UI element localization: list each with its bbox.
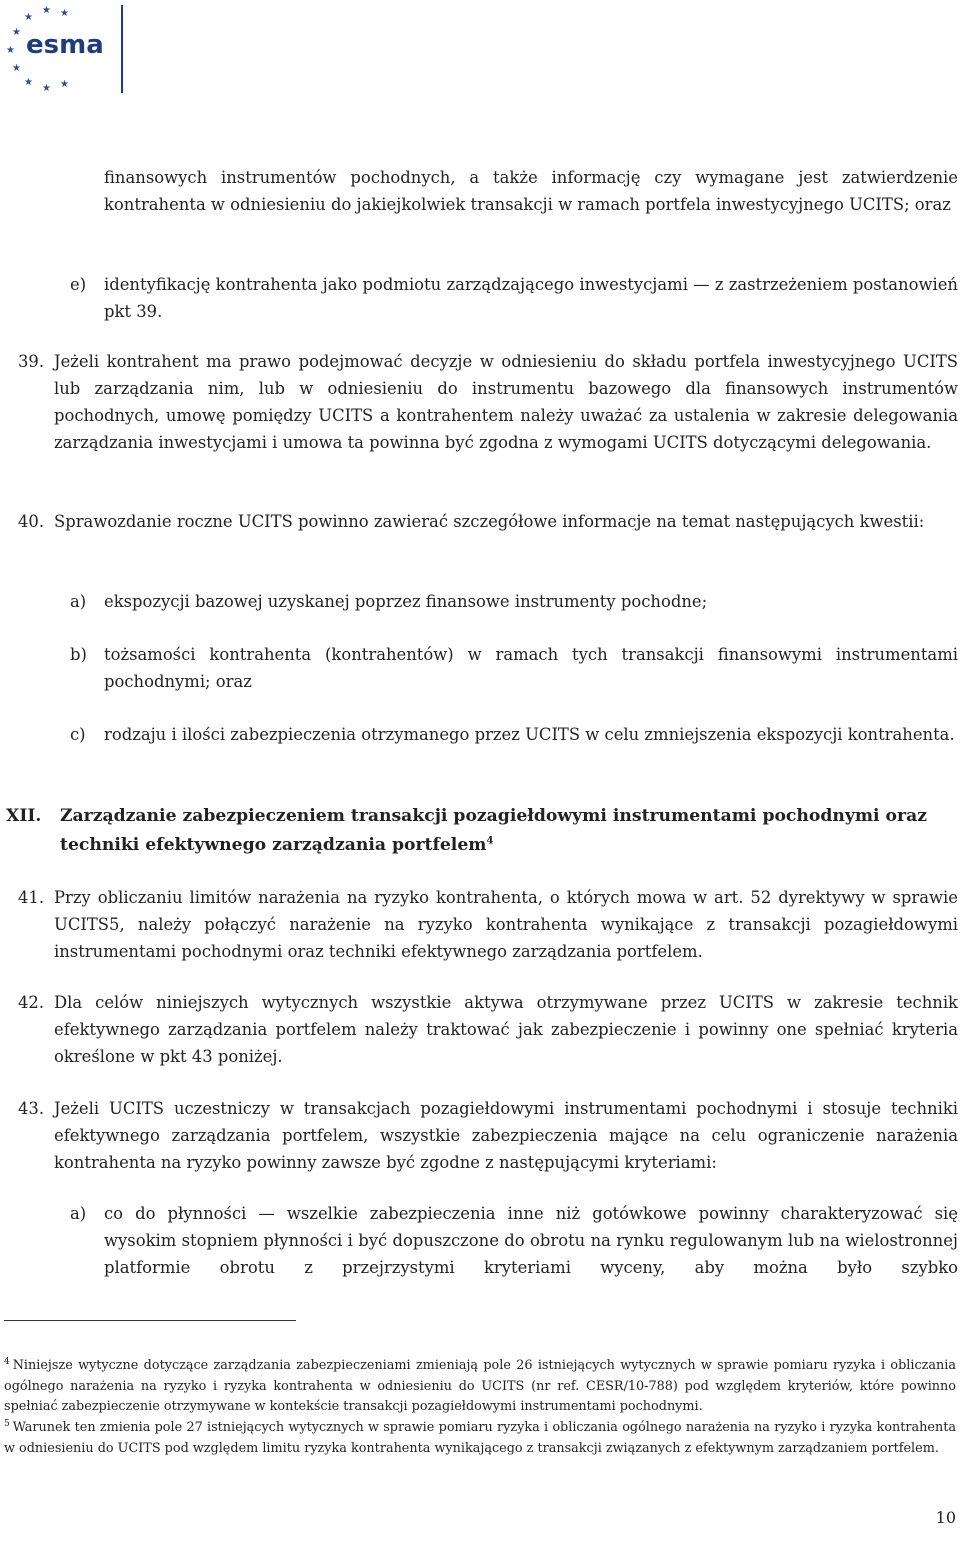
section-number: XII. [6, 806, 42, 826]
p40-a-text: ekspozycji bazowej uzyskanej poprzez finansowe instrumenty pochodne; [104, 592, 708, 611]
footnote-separator [4, 1320, 296, 1321]
p43-number: 43. [18, 1099, 45, 1118]
footnote-ref-4[interactable]: 4 [486, 835, 494, 847]
footnote-text: Niniejsze wytyczne dotyczące zarządzania zabezpieczeniami zmieniają pole 26 istniejących wytycznych w sprawie pomiaru ryzyka i obliczania ogólnego narażenia na ryzyko i ryzyka kontrahenta w odniesieniu do UCITS (nr ref. CESR/10-788) pod względem kryteriów, które powinno spełniać zabezpieczenie otrzymywane w kontekście transakcji pozagiełdowymi instrumentami pochodnymi. [4, 1358, 956, 1415]
p40-c-label: c) [70, 725, 86, 744]
star-icon: ★ [12, 27, 21, 38]
star-icon: ★ [6, 45, 15, 56]
p40-b-text: tożsamości kontrahenta (kontrahentów) w ramach tych transakcji finansowymi instrumentami pochodnymi; oraz [104, 645, 958, 691]
star-icon: ★ [60, 79, 69, 90]
p39-text [54, 348, 958, 456]
page-number: 10 [935, 1508, 956, 1527]
p40-a-label: a) [70, 592, 87, 611]
logo-text: esma [26, 30, 104, 60]
p39-number: 39. [18, 352, 45, 371]
item-d-continuation: finansowych instrumentów pochodnych, a także informację czy wymagane jest zatwierdzenie kontrahenta w odniesieniu do jakiejkolwiek transakcji w ramach portfela inwestycyjnego UCITS; oraz [104, 168, 958, 214]
star-icon: ★ [24, 12, 33, 23]
star-icon: ★ [12, 63, 21, 74]
p41-number: 41. [18, 888, 45, 907]
item-e-label: e) [70, 275, 87, 294]
p41-text [54, 884, 958, 965]
p40-b-label: b) [70, 645, 87, 664]
footnote-5 [4, 1418, 956, 1459]
p40-number: 40. [18, 512, 45, 531]
footnote-ref-5[interactable]: 5 [109, 915, 120, 934]
p39-body: Jeżeli kontrahent ma prawo podejmować decyzje w odniesieniu do składu portfela inwestycyjnego UCITS lub zarządzania nim, lub w odniesieniu do instrumentu bazowego dla finansowych instrumentów pochodnych, umowę pomiędzy UCITS a kontrahentem należy uważać za ustalenia w zakresie delegowania zarządzania inwestycjami i umowa ta powinna być zgodna z wymogami UCITS dotyczącymi delegowania. [54, 352, 958, 452]
footnote-4 [4, 1356, 956, 1418]
footnote-number: 5 [4, 1418, 10, 1429]
star-icon: ★ [42, 83, 51, 94]
section-title-text: Zarządzanie zabezpieczeniem transakcji pozagiełdowymi instrumentami pochodnymi oraz techniki efektywnego zarządzania portfelem [60, 806, 927, 855]
footnote-number: 4 [4, 1356, 10, 1367]
item-e-text: identyfikację kontrahenta jako podmiotu zarządzającego inwestycjami — z zastrzeżeniem postanowień pkt 39. [104, 275, 958, 321]
p43-a-label: a) [70, 1204, 87, 1223]
p41-body-b: , należy połączyć narażenie na ryzyko kontrahenta wynikające z transakcji pozagiełdowymi instrumentami pochodnymi oraz techniki efektywnego zarządzania portfelem. [54, 915, 958, 961]
p41-body-a: Przy obliczaniu limitów narażenia na ryzyko kontrahenta, o których mowa w art. 52 dyrektywy w sprawie UCITS [54, 888, 958, 934]
p40-text: Sprawozdanie roczne UCITS powinno zawierać szczegółowe informacje na temat następujących kwestii: [54, 512, 925, 531]
star-icon: ★ [60, 8, 69, 19]
star-icon: ★ [42, 5, 51, 16]
logo-divider [121, 5, 123, 93]
p43-a-text: co do płynności — wszelkie zabezpieczenia inne niż gotówkowe powinny charakteryzować się wysokim stopniem płynności i być dopuszczone do obrotu na rynku regulowanym lub na wielostronnej platformie obrotu z przejrzystymi kryteriami wyceny, aby można było szybko [104, 1204, 958, 1277]
footnote-text: Warunek ten zmienia pole 27 istniejących wytycznych w sprawie pomiaru ryzyka i obliczania ogólnego narażenia na ryzyko i ryzyka kontrahenta w odniesieniu do UCITS pod względem limitu ryzyka kontrahenta wynikającego z transakcji związanych z efektywnym zarządzaniem portfelem. [4, 1420, 956, 1456]
p43-text: Jeżeli UCITS uczestniczy w transakcjach pozagiełdowymi instrumentami pochodnymi i stosuje techniki efektywnego zarządzania portfelem, wszystkie zabezpieczenia mające na celu ograniczenie narażenia kontrahenta na ryzyko powinny zawsze być zgodne z następującymi kryteriami: [54, 1099, 958, 1172]
p42-number: 42. [18, 993, 45, 1012]
p40-c-text: rodzaju i ilości zabezpieczenia otrzymanego przez UCITS w celu zmniejszenia ekspozycji kontrahenta. [104, 725, 955, 744]
star-icon: ★ [24, 77, 33, 88]
section-title [60, 802, 960, 860]
p42-text: Dla celów niniejszych wytycznych wszystkie aktywa otrzymywane przez UCITS w zakresie technik efektywnego zarządzania portfelem należy traktować jak zabezpieczenie i powinny one spełniać kryteria określone w pkt 43 poniżej. [54, 993, 958, 1066]
esma-logo [0, 0, 130, 100]
